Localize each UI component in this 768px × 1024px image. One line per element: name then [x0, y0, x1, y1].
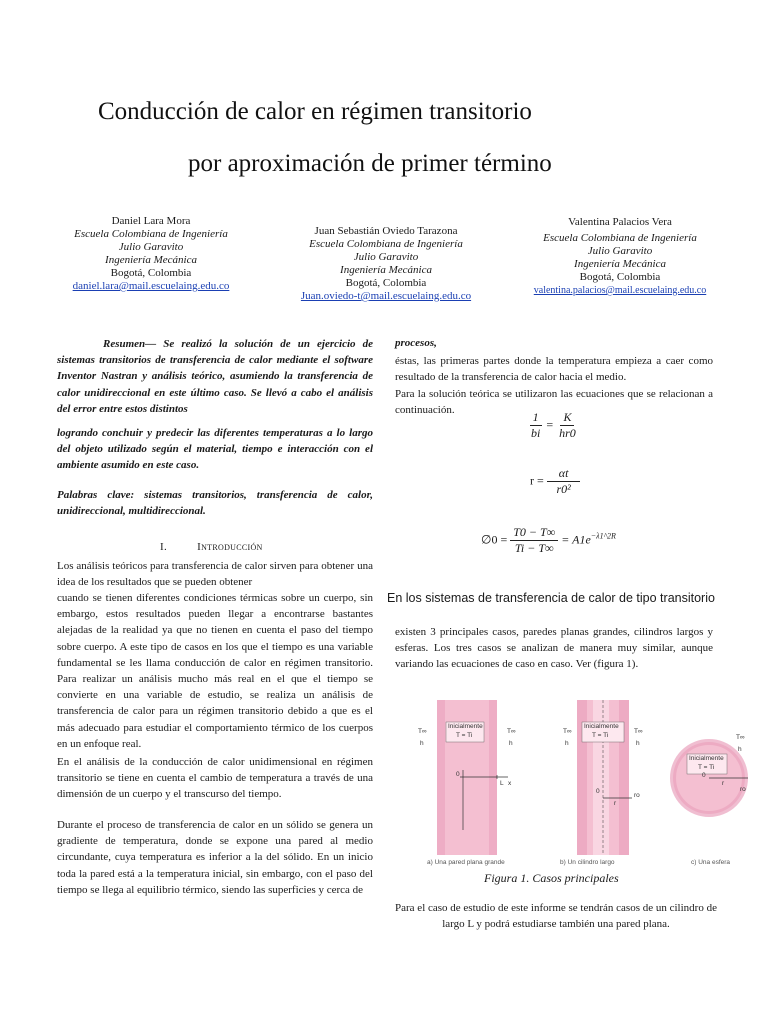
- keywords: Palabras clave: sistemas transitorios, transferencia de calor, unidireccional, multidireccional.: [57, 489, 373, 518]
- eq1-rhs-num: K: [560, 410, 574, 426]
- intro-paragraph-1b: cuando se tienen diferentes condiciones térmicas sobre un cuerpo, sin embargo, estos resultados pueden llegar a encontrarse bastantes alejadas de la realidad ya que no tienen en cuenta el paso del tiempo sobre cuerpo. A este tipo de casos en los que el tiempo es una variable fundamental se les llama conducción de calor en régimen transitorio. Para realizar un análisis mucho más real en el que el tiempo se convierte en una variable de estudio, se realiza un análisis de transferencia de calor para un régimen transitorio debido a que es el más adecuado para estudiar el comportamiento térmico de los cuerpos en un enfoque real.: [57, 592, 373, 750]
- author-city: Bogotá, Colombia: [110, 267, 192, 279]
- author-dept: Ingeniería Mecánica: [574, 258, 666, 270]
- eq2-den: r0²: [556, 482, 571, 496]
- author-name: Juan Sebastián Oviedo Tarazona: [314, 225, 458, 237]
- eq3-exponent: −λ1^2R: [590, 531, 616, 541]
- procesos-word: procesos,: [395, 337, 437, 349]
- author-email-link[interactable]: Juan.oviedo-t@mail.escuelaing.edu.co: [300, 290, 472, 302]
- subcaption-c: c) Una esfera: [691, 859, 731, 866]
- author-school: Escuela Colombiana de Ingeniería: [74, 228, 228, 240]
- author-campus: Julio Garavito: [118, 241, 184, 253]
- figure-caption: Figura 1. Casos principales: [484, 871, 619, 885]
- sph-tinf-label: T∞: [736, 734, 745, 741]
- author-city: Bogotá, Colombia: [345, 277, 427, 289]
- subcaption-a: a) Una pared plana grande: [427, 859, 505, 866]
- eq3-den: Ti − T∞: [514, 541, 554, 555]
- sph-ro-label: ro: [740, 786, 746, 793]
- plane-zero-label: 0: [456, 771, 460, 778]
- intro-paragraph-1a: Los análisis teóricos para transferencia de calor sirven para obtener una idea de los resultados que se pueden obtener: [57, 560, 373, 589]
- cyl-tinf-right: T∞: [634, 728, 643, 735]
- paper-title-line-1: Conducción de calor en régimen transitorio: [98, 98, 532, 125]
- cyl-ro-label: ro: [634, 792, 640, 799]
- cyl-tinit-label: T = Ti: [592, 732, 609, 739]
- eq1-rhs-den: hr0: [559, 426, 576, 440]
- sph-zero-label: 0: [702, 772, 706, 779]
- plane-initial-label: Inicialmente: [448, 723, 483, 730]
- eq3-num: T0 − T∞: [510, 525, 558, 541]
- right-paragraph-2: Para la solución teórica se utilizaron las ecuaciones que se relacionan a continuación.: [395, 388, 713, 417]
- cyl-h-left: h: [565, 740, 569, 747]
- equation-fourier: [530, 466, 580, 497]
- author-dept: Ingeniería Mecánica: [340, 264, 432, 276]
- author-school: Escuela Colombiana de Ingeniería: [543, 232, 697, 244]
- plane-tinf-left: T∞: [418, 728, 427, 735]
- abstract-paragraph-2: logrando conchuir y predecir las diferentes temperaturas a lo largo del objeto utilizado según el material, tiempo e interacción con el ambiente asumido en este caso.: [57, 427, 373, 472]
- eq1-equals: =: [546, 417, 554, 432]
- author-campus: Julio Garavito: [587, 245, 653, 257]
- right-heading: En los sistemas de transferencia de calor de tipo transitorio: [387, 591, 715, 605]
- eq2-num: αt: [547, 466, 581, 482]
- author-dept: Ingeniería Mecánica: [105, 254, 197, 266]
- intro-paragraph-2: En el análisis de la conducción de calor unidimensional en régimen transitorio se tiene en cuenta el cambio de temperatura a través de una dimensión de un cuerpo y el transcurso del tiempo.: [57, 756, 373, 801]
- author-email-link[interactable]: daniel.lara@mail.escuelaing.edu.co: [72, 280, 230, 292]
- plane-h-left: h: [420, 740, 424, 747]
- author-block-2: [278, 225, 494, 303]
- author-email-link[interactable]: valentina.palacios@mail.escuelaing.edu.co: [533, 285, 707, 296]
- figure-1: [400, 700, 752, 870]
- equation-theta: [481, 525, 616, 556]
- section-title: Introducción: [197, 541, 263, 553]
- author-block-3: [522, 216, 718, 297]
- right-paragraph-3: existen 3 principales casos, paredes planas grandes, cilindros largos y esferas. Los tres casos se analizan de manera muy similar, aunque variando las ecuaciones de caso en caso. Ver (figura 1).: [395, 626, 713, 671]
- section-number: I.: [160, 541, 168, 553]
- author-school: Escuela Colombiana de Ingeniería: [309, 238, 463, 250]
- equation-biot: [528, 410, 579, 441]
- sph-tinit-label: T = Ti: [698, 764, 715, 771]
- right-paragraph-1: éstas, las primeras partes donde la temperatura empieza a caer como resultado de la transferencia de calor hacia el medio.: [395, 355, 713, 384]
- author-city: Bogotá, Colombia: [579, 271, 661, 283]
- paper-title-line-2: por aproximación de primer término: [188, 150, 552, 177]
- author-name: Valentina Palacios Vera: [568, 216, 672, 228]
- abstract-paragraph-1: Resumen— Se realizó la solución de un ejercicio de sistemas transitorios de transferencia de calor mediante el software Inventor Nastran y análisis teórico, asumiendo la transferencia de calor unidireccional en este último caso. Se llevó a cabo el análisis del error entre estos distintos: [57, 338, 373, 415]
- intro-paragraph-3: Durante el proceso de transferencia de calor en un sólido se genera un gradiente de temperatura, donde se expone una pared al medio circundante, cuya temperatura es inferior a la del sólido. En un inicio toda la pared está a la temperatura inicial, sin embargo, con el paso del tiempo se llega al equilibrio térmico, siendo las superficies y cerca de: [57, 819, 373, 896]
- cyl-r-label: r: [614, 800, 617, 807]
- plane-h-right: h: [509, 740, 513, 747]
- eq3-rhs: = A1e: [561, 532, 591, 547]
- author-campus: Julio Garavito: [353, 251, 419, 263]
- cyl-zero-label: 0: [596, 788, 600, 795]
- author-name: Daniel Lara Mora: [111, 215, 191, 227]
- sph-h-label: h: [738, 746, 742, 753]
- eq2-lhs: r =: [530, 473, 544, 488]
- sph-r-label: r: [722, 780, 725, 787]
- sph-initial-label: Inicialmente: [689, 755, 724, 762]
- plane-L-label: L: [500, 780, 504, 787]
- plane-tinf-right: T∞: [507, 728, 516, 735]
- eq3-lhs: ∅0 =: [481, 532, 508, 547]
- subcaption-b: b) Un cilindro largo: [560, 859, 615, 866]
- cyl-h-right: h: [636, 740, 640, 747]
- cyl-initial-label: Inicialmente: [584, 723, 619, 730]
- eq1-lhs-den: bi: [531, 426, 541, 440]
- cyl-tinf-left: T∞: [563, 728, 572, 735]
- section-heading: [160, 541, 263, 553]
- plane-tinit-label: T = Ti: [456, 732, 473, 739]
- right-paragraph-4: Para el caso de estudio de este informe se tendrán casos de un cilindro de largo L y podrá estudiarse también una pared plana.: [395, 902, 717, 931]
- author-block-1: [48, 215, 254, 293]
- eq1-lhs-num: 1: [530, 410, 542, 426]
- plane-x-label: x: [508, 780, 512, 787]
